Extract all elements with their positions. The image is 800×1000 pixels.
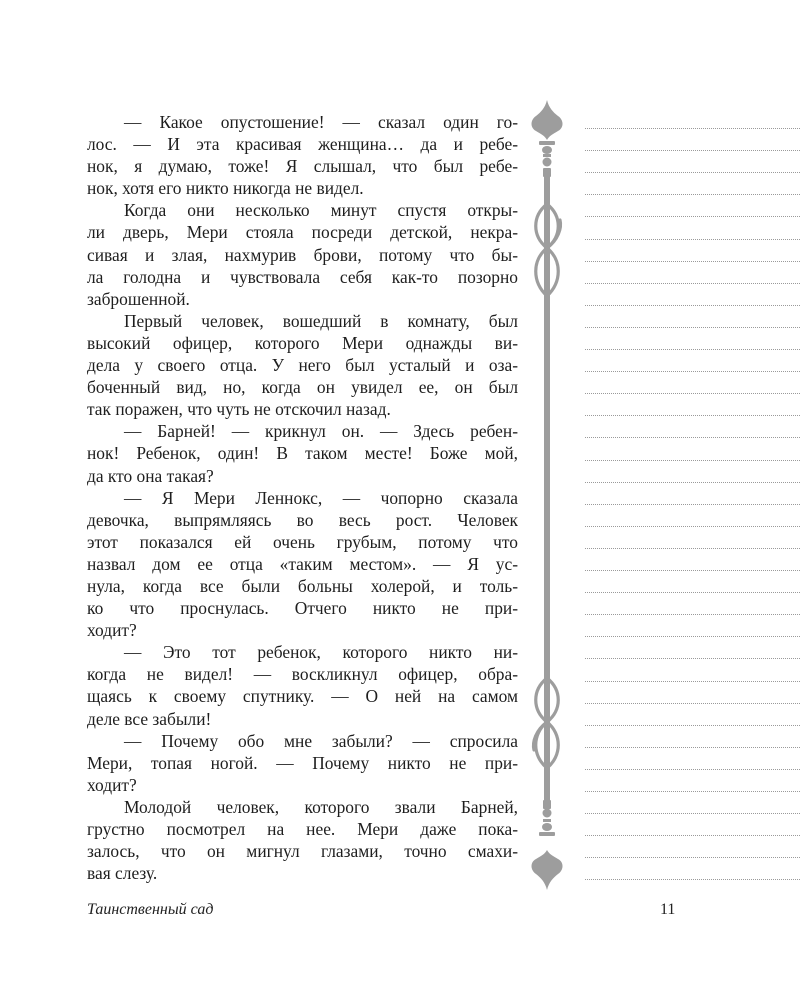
ornament-divider-icon	[522, 100, 572, 890]
text-line: Когда они несколько минут спустя откры-	[124, 200, 518, 221]
note-line	[585, 460, 800, 461]
text-line: да кто она такая?	[87, 465, 214, 486]
note-line	[585, 835, 800, 836]
text-line: — Я Мери Леннокс, — чопорно сказала	[124, 487, 518, 508]
text-line: заброшенной.	[87, 288, 190, 309]
note-line	[585, 349, 800, 350]
text-line: — Барней! — крикнул он. — Здесь ребен-	[124, 421, 518, 442]
text-line: назвал дом ее отца «таким местом». — Я ус-	[87, 553, 518, 574]
note-line	[585, 857, 800, 858]
text-line: вая слезу.	[87, 863, 158, 884]
note-line	[585, 592, 800, 593]
note-line	[585, 194, 800, 195]
note-line	[585, 725, 800, 726]
text-line: ходит?	[87, 620, 137, 641]
note-line	[585, 681, 800, 682]
note-line	[585, 504, 800, 505]
note-lines-area	[585, 0, 800, 1000]
page-number: 11	[660, 901, 676, 918]
note-line	[585, 216, 800, 217]
text-line: залось, что он мигнул глазами, точно смахи-	[87, 841, 518, 862]
note-line	[585, 791, 800, 792]
text-line: так поражен, что чуть не отскочил назад.	[87, 399, 391, 420]
text-line: — Это тот ребенок, которого никто ни-	[124, 642, 518, 663]
note-line	[585, 371, 800, 372]
text-line: Молодой человек, которого звали Барней,	[124, 796, 518, 817]
text-line: сивая и злая, нахмурив брови, потому что бы-	[87, 244, 518, 265]
note-line	[585, 327, 800, 328]
text-line: высокий офицер, которого Мери однажды ви-	[87, 332, 518, 353]
note-line	[585, 636, 800, 637]
note-line	[585, 283, 800, 284]
text-line: — Почему обо мне забыли? — спросила	[124, 730, 518, 751]
note-line	[585, 150, 800, 151]
text-line: ко что проснулась. Отчего никто не при-	[87, 598, 518, 619]
note-line	[585, 614, 800, 615]
text-line: ли дверь, Мери стояла посреди детской, некра-	[87, 222, 518, 243]
text-line: нок! Ребенок, один! В таком месте! Боже мой,	[87, 443, 518, 464]
footer-book-title: Таинственный сад	[87, 901, 214, 918]
text-line: нок, я думаю, тоже! Я слышал, что был ребе-	[87, 156, 518, 177]
text-line: щаясь к своему спутнику. — О ней на самом	[87, 686, 518, 707]
text-line: нула, когда все были больны холерой, и толь-	[87, 575, 518, 596]
body-text	[87, 111, 518, 884]
note-line	[585, 415, 800, 416]
note-line	[585, 305, 800, 306]
text-line: Первый человек, вошедший в комнату, был	[124, 310, 518, 331]
text-line: Мери, топая ногой. — Почему никто не при-	[87, 752, 518, 773]
note-line	[585, 261, 800, 262]
note-line	[585, 128, 800, 129]
note-line	[585, 482, 800, 483]
note-line	[585, 769, 800, 770]
note-line	[585, 526, 800, 527]
text-line: грустно посмотрел на нее. Мери даже пока-	[87, 819, 518, 839]
text-line: когда не видел! — воскликнул офицер, обра-	[87, 664, 518, 685]
note-line	[585, 570, 800, 571]
text-line: ходит?	[87, 774, 137, 795]
note-line	[585, 172, 800, 173]
note-line	[585, 437, 800, 438]
text-line: — Какое опустошение! — сказал один го-	[124, 112, 518, 132]
note-line	[585, 747, 800, 748]
note-line	[585, 703, 800, 704]
text-line: девочка, выпрямляясь во весь рост. Человек	[87, 509, 518, 530]
text-line: ла голодна и чувствовала себя как-то позорно	[87, 266, 518, 287]
text-line: боченный вид, но, когда он увидел ее, он был	[87, 377, 518, 398]
text-line: деле все забыли!	[87, 708, 212, 729]
note-line	[585, 879, 800, 880]
note-line	[585, 813, 800, 814]
text-line: дела у своего отца. У него был усталый и оза-	[87, 355, 518, 376]
text-line: лос. — И эта красивая женщина… да и ребе-	[87, 134, 518, 155]
note-line	[585, 658, 800, 659]
note-line	[585, 239, 800, 240]
text-line: нок, хотя его никто никогда не видел.	[87, 178, 364, 199]
note-line	[585, 548, 800, 549]
text-line: этот показался ей очень грубым, потому что	[87, 531, 518, 552]
note-line	[585, 393, 800, 394]
